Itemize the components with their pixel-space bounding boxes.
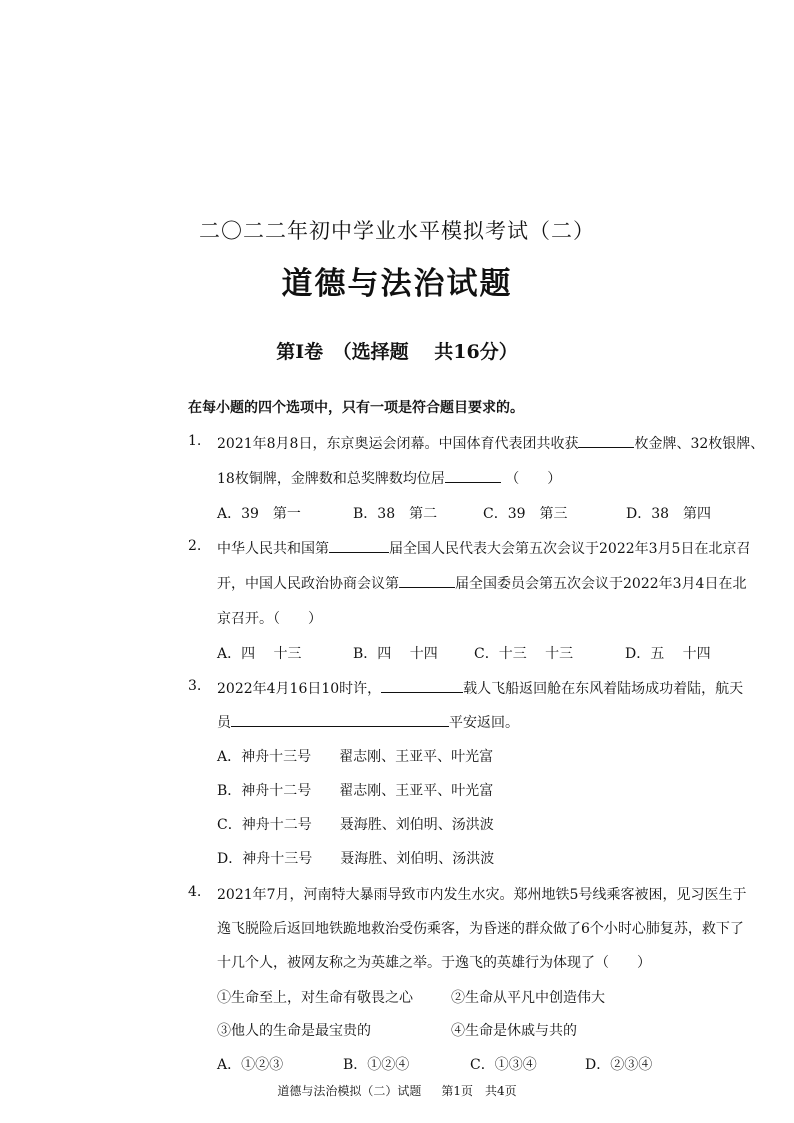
text-segment: 员 xyxy=(217,715,231,731)
text-segment: 2021年8月8日，东京奥运会闭幕。中国体育代表团共收获 xyxy=(217,436,579,452)
option-c[interactable]: C．39 第三 xyxy=(483,506,568,522)
statement-4: ④生命是休戚与共的 xyxy=(451,1023,577,1039)
option-d[interactable]: D．五 十四 xyxy=(625,646,711,662)
answer-blank xyxy=(329,538,389,553)
option-c[interactable]: C．①③④ xyxy=(470,1057,537,1073)
answer-blank xyxy=(381,678,463,693)
subject-title: 道德与法治试题 xyxy=(281,266,513,302)
option-d[interactable]: D．38 第四 xyxy=(626,506,712,522)
option-b[interactable]: B．①②④ xyxy=(343,1057,410,1073)
option-a[interactable]: A．神舟十三号 翟志刚、王亚平、叶光富 xyxy=(217,749,494,765)
question-text xyxy=(217,712,519,732)
question-text xyxy=(217,468,561,488)
question-text: 京召开。（ ） xyxy=(217,611,322,627)
option-a[interactable]: A．①②③ xyxy=(217,1057,284,1073)
text-segment: 载人飞船返回舱在东风着陆场成功着陆，航天 xyxy=(463,681,744,697)
answer-blank xyxy=(445,468,501,483)
statement-2: ②生命从平凡中创造伟大 xyxy=(451,990,605,1006)
text-segment: 2022年4月16日10时许， xyxy=(217,681,382,697)
option-a[interactable]: A．四 十三 xyxy=(217,646,302,662)
question-number: 2. xyxy=(188,538,202,554)
statement-3: ③他人的生命是最宝贵的 xyxy=(217,1023,371,1039)
option-c[interactable]: C．十三 十三 xyxy=(474,646,574,662)
exam-title: 二〇二二年初中学业水平模拟考试（二） xyxy=(199,219,595,243)
text-segment: 届全国委员会第五次会议于2022年3月4日在北 xyxy=(455,576,747,592)
text-segment: 届全国人民代表大会第五次会议于2022年3月5日在北京召 xyxy=(389,541,751,557)
question-text xyxy=(217,573,746,593)
answer-blank xyxy=(399,573,455,588)
option-b[interactable]: B．神舟十二号 翟志刚、王亚平、叶光富 xyxy=(217,783,494,799)
question-text xyxy=(217,433,764,453)
text-segment: 开，中国人民政治协商会议第 xyxy=(217,576,399,592)
text-segment: 平安返回。 xyxy=(449,715,519,731)
question-text: 逸飞脱险后返回地铁跪地救治受伤乘客，为昏迷的群众做了6个小时心肺复苏，救下了 xyxy=(217,921,744,937)
text-segment: 枚金牌、32枚银牌、 xyxy=(634,436,765,452)
text-segment: 18枚铜牌，金牌数和总奖牌数均位居 xyxy=(217,471,445,487)
footer-title: 道德与法治模拟（二）试题 xyxy=(277,1084,422,1098)
page-number: 第1页 共4页 xyxy=(441,1084,517,1098)
answer-blank xyxy=(231,712,449,727)
instruction: 在每小题的四个选项中，只有一项是符合题目要求的。 xyxy=(188,400,524,416)
section-title: 第Ⅰ卷 （选择题 共16分） xyxy=(276,341,518,363)
question-text xyxy=(217,678,743,698)
text-segment: 中华人民共和国第 xyxy=(217,541,329,557)
option-a[interactable]: A．39 第一 xyxy=(217,506,301,522)
answer-paren: （ ） xyxy=(505,471,562,487)
statement-1: ①生命至上，对生命有敬畏之心 xyxy=(217,990,413,1006)
question-number: 1. xyxy=(188,433,202,449)
answer-blank xyxy=(578,433,634,448)
option-c[interactable]: C．神舟十二号 聂海胜、刘伯明、汤洪波 xyxy=(217,817,494,833)
option-b[interactable]: B．四 十四 xyxy=(353,646,438,662)
page-footer xyxy=(0,1082,794,1099)
question-text: 2021年7月，河南特大暴雨导致市内发生水灾。郑州地铁5号线乘客被困，见习医生于 xyxy=(217,887,747,903)
option-b[interactable]: B．38 第二 xyxy=(353,506,438,522)
question-number: 3. xyxy=(188,678,202,694)
option-d[interactable]: D．②③④ xyxy=(585,1057,653,1073)
option-d[interactable]: D．神舟十三号 聂海胜、刘伯明、汤洪波 xyxy=(217,851,495,867)
question-text: 十几个人，被网友称之为英雄之举。于逸飞的英雄行为体现了（ ） xyxy=(217,955,651,971)
question-number: 4. xyxy=(188,884,202,900)
question-text xyxy=(217,538,750,558)
